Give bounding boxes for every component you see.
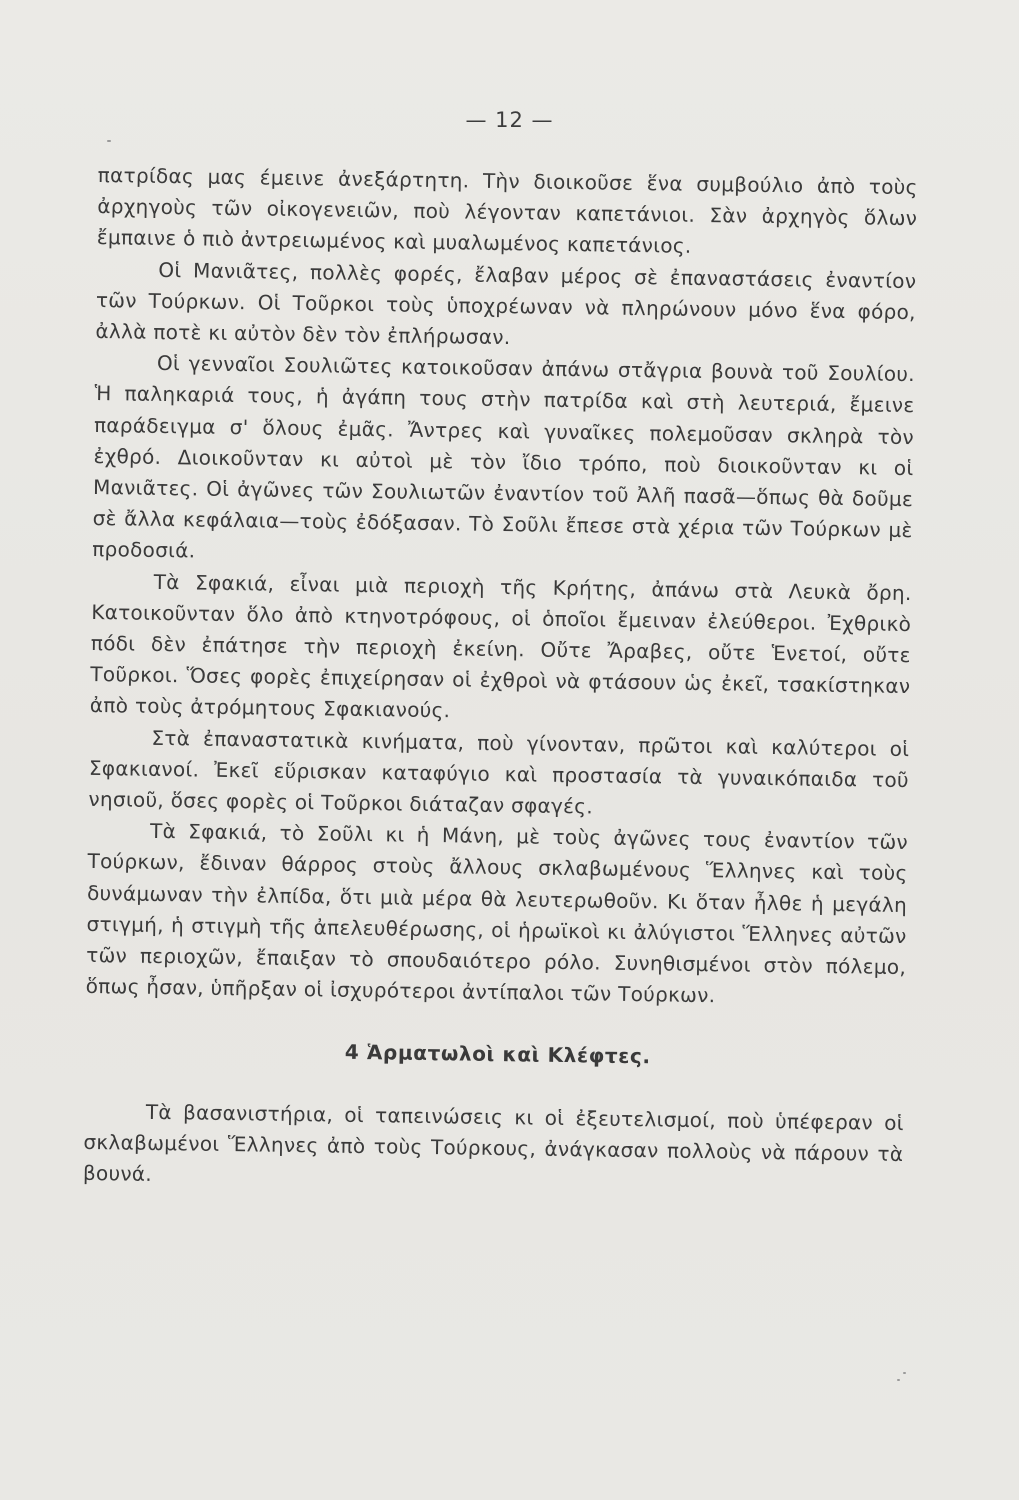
paragraph-armatoloi-intro: Τὰ βασανιστήρια, οἱ ταπεινώσεις κι οἱ ἐξευτελισμοί, ποὺ ὑπέφεραν οἱ σκλαβωμένοι Ἕλληνες ἀπὸ τοὺς Τούρκους, ἀνάγκασαν πολλοὺς νὰ πάρουν τὰ βουνά. [82,1099,904,1187]
paragraph-sfakia: Τὰ Σφακιά, εἶναι μιὰ περιοχὴ τῆς Κρήτης, ἀπάνω στὰ Λευκὰ ὄρη. Κατοικοῦνταν ὅλο ἀπὸ κτηνοτρόφους, οἱ ὁποῖοι ἔμειναν ἐλεύθεροι. Ἐχθρικὸ πόδι δὲν ἐπάτησε τὴν περιοχὴ ἐκείνη. Οὔτε Ἄραβες, οὔτε Ἑνετοί, οὔτε Τοῦρκοι. Ὅσες φορὲς ἐπιχείρησαν οἱ ἐχθροὶ νὰ φτάσουν ὡς ἐκεῖ, τσακίστηκαν ἀπὸ τοὺς ἀτρόμητους Σφακιανούς. [89,569,912,723]
paragraph-souliotes: Οἱ γενναῖοι Σουλιῶτες κατοικοῦσαν ἀπάνω στἄγρια βουνὰ τοῦ Σουλίου. Ἡ παληκαριά τους, ἡ ἀγάπη τους στὴν πατρίδα καὶ στὴ λευτεριά, ἔμεινε παράδειγμα σ' ὅλους ἐμᾶς. Ἄντρες καὶ γυναῖκες πολεμοῦσαν σκληρὰ τὸν ἐχθρό. Διοικοῦνταν κι αὐτοὶ μὲ τὸν ἴδιο τρόπο, ποὺ διοικοῦνταν κι οἱ Μανιᾶτες. Οἱ ἀγῶνες τῶν Σουλιωτῶν ἐναντίον τοῦ Ἀλῆ πασᾶ—ὅπως θὰ δοῦμε σὲ ἄλλα κεφάλαια—τοὺς ἐδόξασαν. Τὸ Σοῦλι ἔπεσε στὰ χέρια τῶν Τούρκων μὲ προδοσιά. [92,351,916,563]
paragraph-maniots-intro: πατρίδας μας έμεινε ἀνεξάρτητη. Τὴν διοικοῦσε ἕνα συμβούλιο ἀπὸ τοὺς ἀρχηγοὺς τῶν οἰκογενειῶν, ποὺ λέγονταν καπετάνιοι. Σὰν ἀρχηγὸς ὅλων ἔμπαινε ὁ πιὸ ἀντρειωμένος καὶ μυαλωμένος καπετάνιος. [96,162,918,259]
paper-speck [897,1379,900,1381]
body-text [83,160,918,1201]
paragraph-regions-summary: Τὰ Σφακιά, τὸ Σοῦλι κι ἡ Μάνη, μὲ τοὺς ἀγῶνες τους ἐναντίον τῶν Τούρκων, ἔδιναν θάρρος στοὺς ἄλλους σκλαβωμένους Ἕλληνες καὶ τοὺς δυνάμωναν τὴν ἐλπίδα, ὅτι μιὰ μέρα θὰ λευτερωθοῦν. Κι ὅταν ἦλθε ἡ μεγάλη στιγμή, ἡ στιγμὴ τῆς ἀπελευθέρωσης, οἱ ἡρωϊκοὶ κι ἀλύγιστοι Ἕλληνες αὐτῶν τῶν περιοχῶν, ἔπαιξαν τὸ σπουδαιότερο ρόλο. Συνηθισμένοι στὸν πόλεμο, ὅπως ἦσαν, ὑπῆρξαν οἱ ἰσχυρότεροι ἀντίπαλοι τῶν Τούρκων. [85,819,909,1008]
paragraph-sfakia-revolutions: Στὰ ἐπαναστατικὰ κινήματα, ποὺ γίνονταν, πρῶτοι καὶ καλύτεροι οἱ Σφακιανοί. Ἐκεῖ εὕρισκαν καταφύγιο καὶ προστασία τὰ γυναικόπαιδα τοῦ νησιοῦ, ὅσες φορὲς οἱ Τοῦρκοι διάταζαν σφαγές. [88,725,910,819]
paper-speck [903,1372,906,1374]
section-heading: 4 Ἁρματωλοὶ καὶ Κλέφτες. [344,1040,651,1069]
paper-speck [107,140,111,142]
paragraph-maniots-revolts: Οἱ Μανιᾶτες, πολλὲς φορές, ἔλαβαν μέρος σὲ ἐπαναστάσεις ἐναντίον τῶν Τούρκων. Οἱ Τοῦρκοι τοὺς ὑποχρέωναν νὰ πληρώνουν μόνο ἕνα φόρο, ἀλλὰ ποτὲ κι αὐτὸν δὲν τὸν ἐπλήρωσαν. [95,257,917,350]
page-number: — 12 — [465,108,554,132]
